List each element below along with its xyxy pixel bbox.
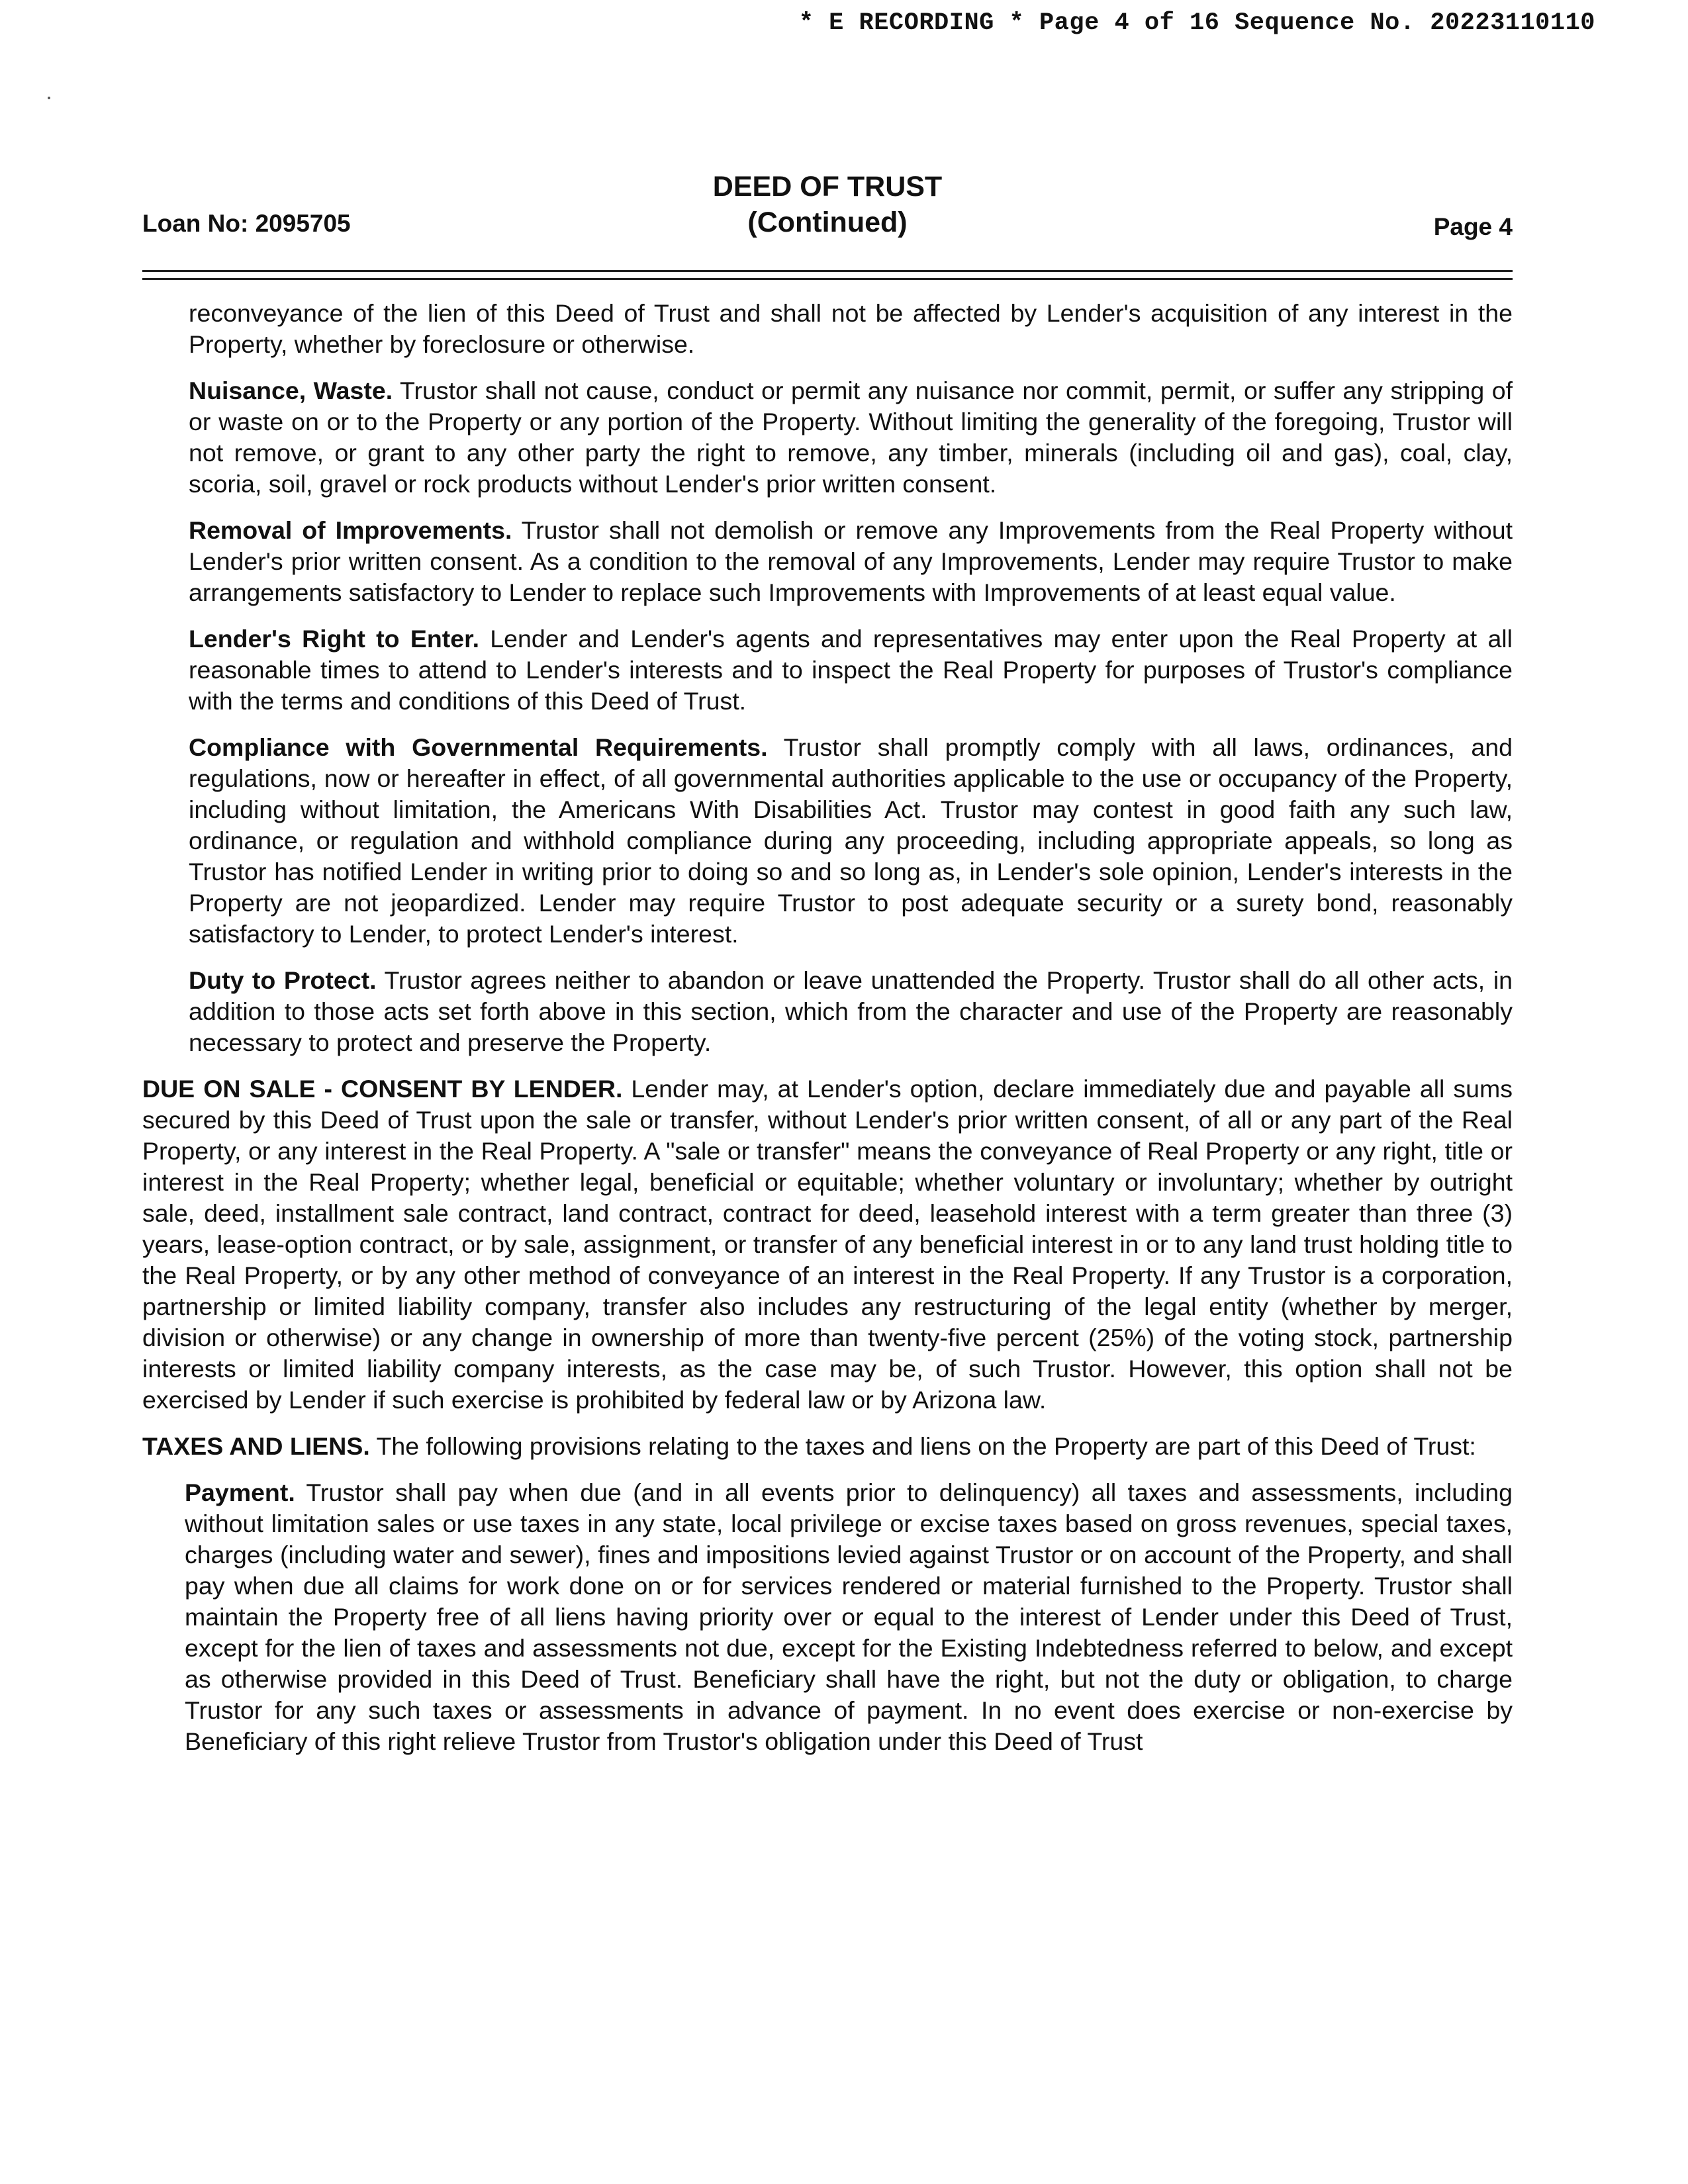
header-rule-bottom — [142, 278, 1513, 280]
paragraph-lenders-right-to-enter — [142, 623, 1513, 717]
page-number: Page 4 — [1433, 213, 1513, 240]
paragraph-reconveyance — [142, 298, 1513, 360]
section-heading: TAXES AND LIENS. — [142, 1432, 370, 1460]
paragraph-text: Trustor shall promptly comply with all laws, ordinances, and regulations, now or hereafter in effect, of all governmental authorities applicable to the use or occupancy of the Property, including without limitation, the Americans With Disabilities Act. Trustor may contest in good faith any such law, ordinance, or regulation and withhold compliance during any proceeding, including appropriate appeals, so long as Trustor has notified Lender in writing prior to doing so and so long as, in Lender's sole opinion, Lender's interests in the Property are not jeopardized. Lender may require Trustor to post adequate security or a surety bond, reasonably satisfactory to Lender, to protect Lender's interest. — [189, 733, 1513, 948]
paragraph-text: The following provisions relating to the taxes and liens on the Property are part of this Deed of Trust: — [369, 1432, 1476, 1460]
paragraph-heading: Duty to Protect. — [189, 966, 377, 994]
document-body — [142, 298, 1513, 1772]
header-rule-top — [142, 270, 1513, 272]
paragraph-heading: Payment. — [185, 1479, 295, 1506]
document-title: DEED OF TRUST — [712, 171, 943, 203]
paragraph-heading: Nuisance, Waste. — [189, 377, 393, 404]
paragraph-text: Trustor shall not demolish or remove any Improvements from the Real Property without Lender's prior written consent. As a condition to the removal of any Improvements, Lender may require Trustor to make arrangements satisfactory to Lender to replace such Improvements with Improvements of at least equal value. — [189, 516, 1513, 606]
paragraph-compliance — [142, 732, 1513, 950]
document-subtitle: (Continued) — [747, 206, 908, 238]
paragraph-text: reconveyance of the lien of this Deed of Trust and shall not be affected by Lender's acquisition of any interest in the Property, whether by foreclosure or otherwise. — [189, 299, 1513, 358]
paragraph-duty-to-protect — [142, 965, 1513, 1058]
document-title-block — [142, 169, 1513, 240]
paragraph-text: Trustor shall pay when due (and in all events prior to delinquency) all taxes and assessments, including without limitation sales or use taxes in any state, local privilege or excise taxes based on gross revenues, special taxes, charges (including water and sewer), fines and impositions levied against Trustor or on account of the Property, and shall pay when due all claims for work done on or for services rendered or material furnished to the Property. Trustor shall maintain the Property free of all liens having priority over or equal to the interest of Lender under this Deed of Trust, except for the lien of taxes and assessments not due, except for the Existing Indebtedness referred to below, and except as otherwise provided in this Deed of Trust. Beneficiary shall have the right, but not the duty or obligation, to charge Trustor for any such taxes or assessments in advance of payment. In no event does exercise or non-exercise by Beneficiary of this right relieve Trustor from Trustor's obligation under this Deed of Trust — [185, 1479, 1513, 1755]
paragraph-heading: Removal of Improvements. — [189, 516, 512, 544]
paragraph-text: Trustor shall not cause, conduct or permit any nuisance nor commit, permit, or suffer any stripping of or waste on or to the Property or any portion of the Property. Without limiting the generality of the foregoing, Trustor will not remove, or grant to any other party the right to remove, any timber, minerals (including oil and gas), coal, clay, scoria, soil, gravel or rock products without Lender's prior written consent. — [189, 377, 1513, 498]
paragraph-nuisance-waste — [142, 375, 1513, 500]
paragraph-heading: Compliance with Governmental Requirements. — [189, 733, 768, 761]
paragraph-heading: Lender's Right to Enter. — [189, 625, 480, 653]
scan-speck — [48, 97, 50, 99]
page-header — [142, 169, 1513, 261]
paragraph-payment — [142, 1477, 1513, 1757]
paragraph-removal-of-improvements — [142, 515, 1513, 608]
paragraph-text: Trustor agrees neither to abandon or leave unattended the Property. Trustor shall do all other acts, in addition to those acts set forth above in this section, which from the character and use of the Property are reasonably necessary to protect and preserve the Property. — [189, 966, 1513, 1056]
loan-number: Loan No: 2095705 — [142, 210, 351, 237]
paragraph-text: Lender may, at Lender's option, declare immediately due and payable all sums secured by this Deed of Trust upon the sale or transfer, without Lender's prior written consent, of all or any part of the Real Property, or any interest in the Real Property. A "sale or transfer" means the conveyance of Real Property or any right, title or interest in the Real Property; whether legal, beneficial or equitable; whether voluntary or involuntary; whether by outright sale, deed, installment sale contract, land contract, contract for deed, leasehold interest with a term greater than three (3) years, lease-option contract, or by sale, assignment, or transfer of any beneficial interest in or to any land trust holding title to the Real Property, or by any other method of conveyance of an interest in the Real Property. If any Trustor is a corporation, partnership or limited liability company, transfer also includes any restructuring of the legal entity (whether by merger, division or otherwise) or any change in ownership of more than twenty-five percent (25%) of the voting stock, partnership interests or limited liability company interests, as the case may be, of such Trustor. However, this option shall not be exercised by Lender if such exercise is prohibited by federal law or by Arizona law. — [142, 1075, 1513, 1414]
paragraph-due-on-sale — [142, 1073, 1513, 1416]
section-heading: DUE ON SALE - CONSENT BY LENDER. — [142, 1075, 623, 1103]
paragraph-taxes-and-liens — [142, 1431, 1513, 1462]
recording-stamp: * E RECORDING * Page 4 of 16 Sequence No. 20223110110 — [798, 9, 1595, 37]
paragraph-text: Lender and Lender's agents and representatives may enter upon the Real Property at all reasonable times to attend to Lender's interests and to inspect the Real Property for purposes of Trustor's compliance with the terms and conditions of this Deed of Trust. — [189, 625, 1513, 715]
